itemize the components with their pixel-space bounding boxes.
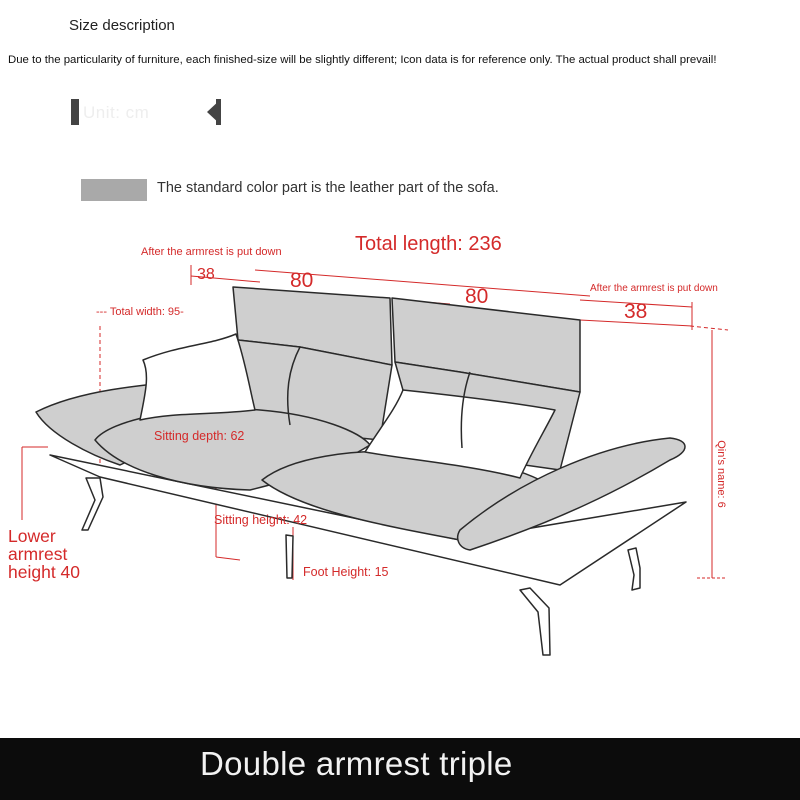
foot-height-label: Foot Height: 15	[303, 565, 389, 579]
armrest-down-label-right: After the armrest is put down	[590, 283, 718, 294]
right-armrest-dimension: 38	[624, 300, 648, 323]
disclaimer-text: Due to the particularity of furniture, each finished-size will be slightly different; Icon data is for reference only. The actual product shall prevail!	[8, 54, 717, 66]
total-length-label: Total length: 236	[355, 233, 502, 255]
page-title: Size description	[69, 17, 175, 34]
seat-right-dimension: 80	[465, 285, 489, 308]
total-width-label: --- Total width: 95-	[96, 306, 184, 318]
leather-legend-text: The standard color part is the leather part of the sofa.	[157, 180, 499, 196]
lower-armrest-height-label	[8, 527, 80, 581]
seat-left-dimension: 80	[290, 269, 314, 292]
armrest-down-label-left: After the armrest is put down	[141, 246, 282, 258]
sitting-height-label: Sitting height: 42	[214, 513, 308, 527]
sofa-outline	[36, 287, 686, 655]
lower-armrest-line-2: armrest	[8, 544, 68, 564]
left-armrest-dimension: 38	[197, 266, 215, 283]
qin-name-label: Qin's name: 6	[714, 440, 727, 508]
sitting-depth-label: Sitting depth: 62	[154, 429, 245, 443]
lower-armrest-line-3: height 40	[8, 562, 81, 582]
lower-armrest-line-1: Lower	[8, 526, 56, 546]
unit-label: Unit: cm	[83, 103, 150, 122]
footer-banner	[0, 738, 800, 800]
footer-caption: Double armrest triple	[200, 745, 513, 782]
